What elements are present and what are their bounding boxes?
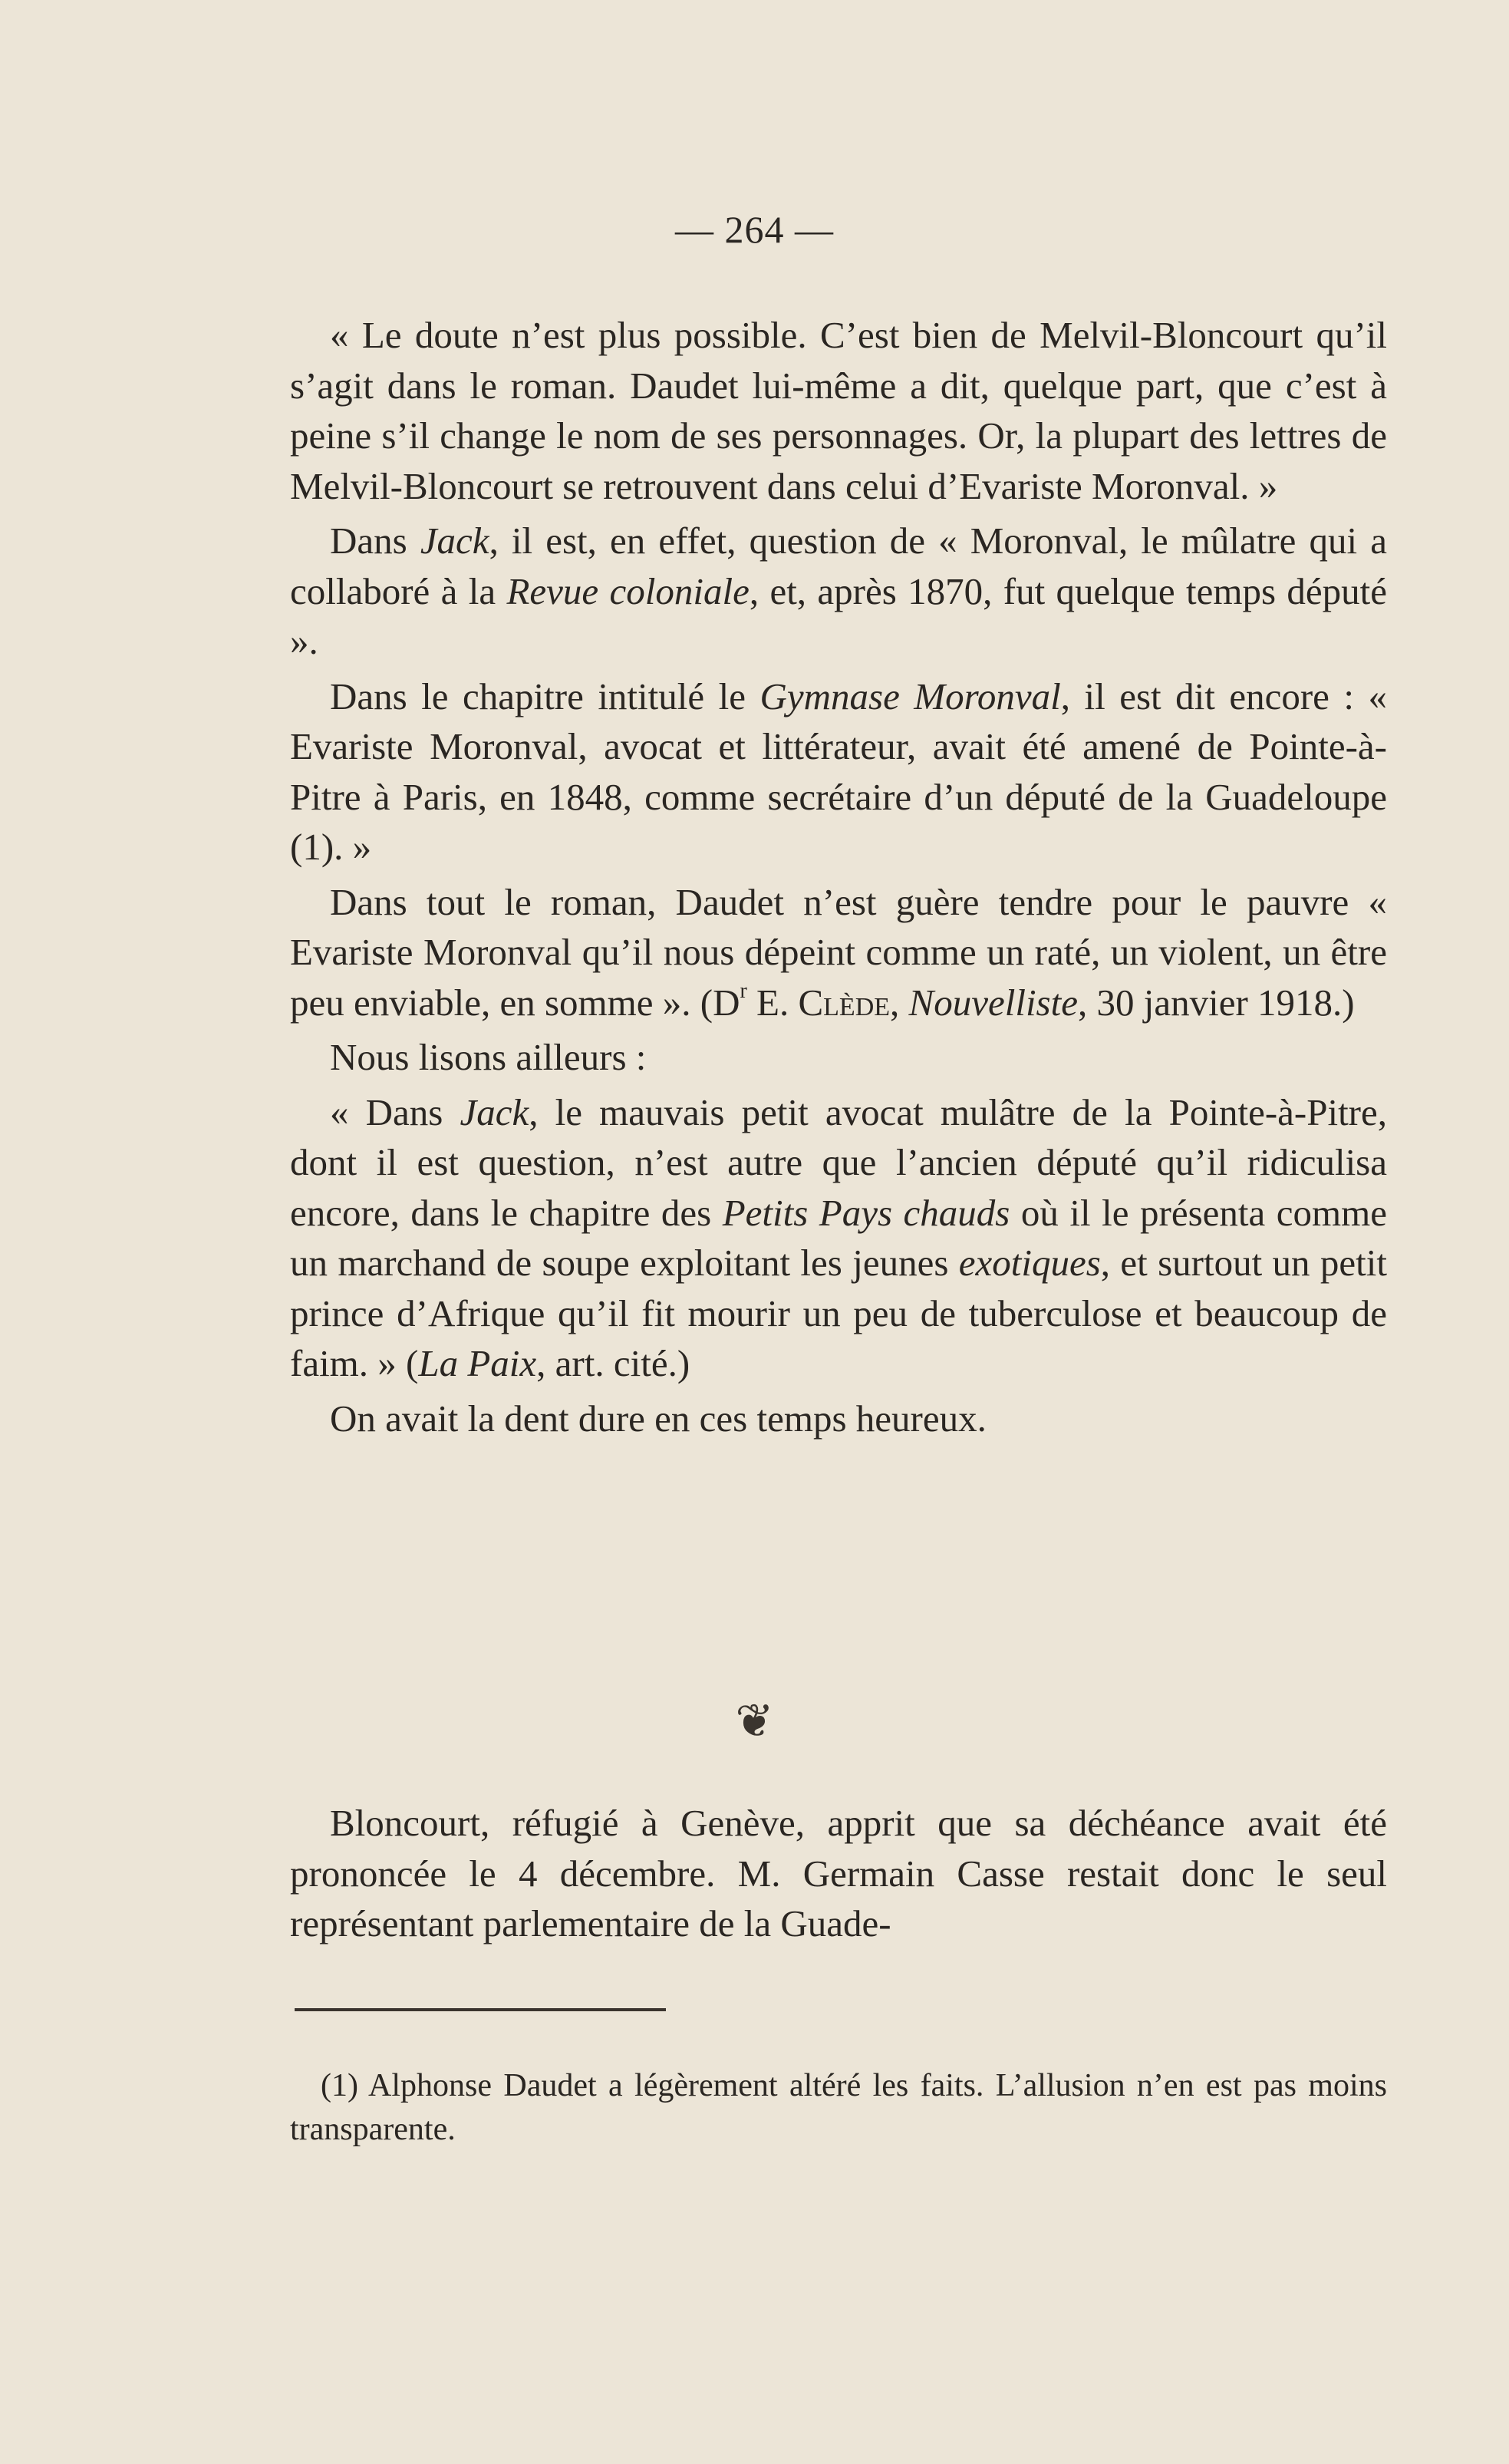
paragraph-dent-dure: On avait la dent dure en ces temps heureux. — [330, 1397, 987, 1440]
fleuron-ornament-icon: ❦ — [735, 1696, 774, 1747]
page-number: — 264 — — [675, 208, 834, 251]
footnote-rule — [295, 2008, 666, 2011]
paragraph-quote-melvil: « Le doute n’est plus possible. C’est bien de Melvil-Bloncourt qu’il s’agit dans le roman. Daudet lui-même a dit, quelque part, que c’est à peine s’il change le nom de ses personnages. Or, la plupart des lettres de Melvil-Bloncourt se retrouvent dans celui d’Evariste Moronval. » — [290, 314, 1387, 507]
main-text-continued — [290, 1798, 1387, 1949]
paragraph-gymnase: Dans le chapitre intitulé le Gymnase Moronval, il est dit encore : « Evariste Moronval, avocat et littérateur, avait été amené de Pointe-à-Pitre à Paris, en 1848, comme secrétaire d’un député de la Guadeloupe (1). » — [290, 675, 1387, 868]
paragraph-bloncourt-geneve: Bloncourt, réfugié à Genève, apprit que sa déchéance avait été prononcée le 4 décembre. M. Germain Casse restait donc le seul représentant parlementaire de la Guade- — [290, 1802, 1387, 1944]
paragraph-jack: Dans Jack, il est, en effet, question de « Moronval, le mûlatre qui a collaboré à la Revue coloniale, et, après 1870, fut quelque temps député ». — [290, 520, 1388, 662]
paragraph-lisons: Nous lisons ailleurs : — [330, 1036, 647, 1078]
main-text — [290, 310, 1387, 1443]
footnote-text: (1) Alphonse Daudet a légèrement altéré les faits. L’allusion n’en est pas moins transparente. — [290, 2068, 1387, 2147]
paragraph-la-paix-quote: « Dans Jack, le mauvais petit avocat mulâtre de la Pointe-à-Pitre, dont il est question, n’est autre que l’ancien député qu’il ridiculisa encore, dans le chapitre des Petits Pays chauds où il le présenta comme un marchand de soupe exploitant les jeunes exotiques, et surtout un petit prince d’Afrique qu’il fit mourir un peu de tuberculose et beaucoup de faim. » (La Paix, art. cité.) — [290, 1090, 1388, 1384]
footnote — [290, 2064, 1387, 2152]
paragraph-roman: Dans tout le roman, Daudet n’est guère tendre pour le pauvre « Evariste Moronval qu’il nous dépeint comme un raté, un violent, un être peu enviable, en somme ». ($D^r$ E. Clède, Nouvelliste, 30 janvier 1918.) — [290, 880, 1387, 1024]
